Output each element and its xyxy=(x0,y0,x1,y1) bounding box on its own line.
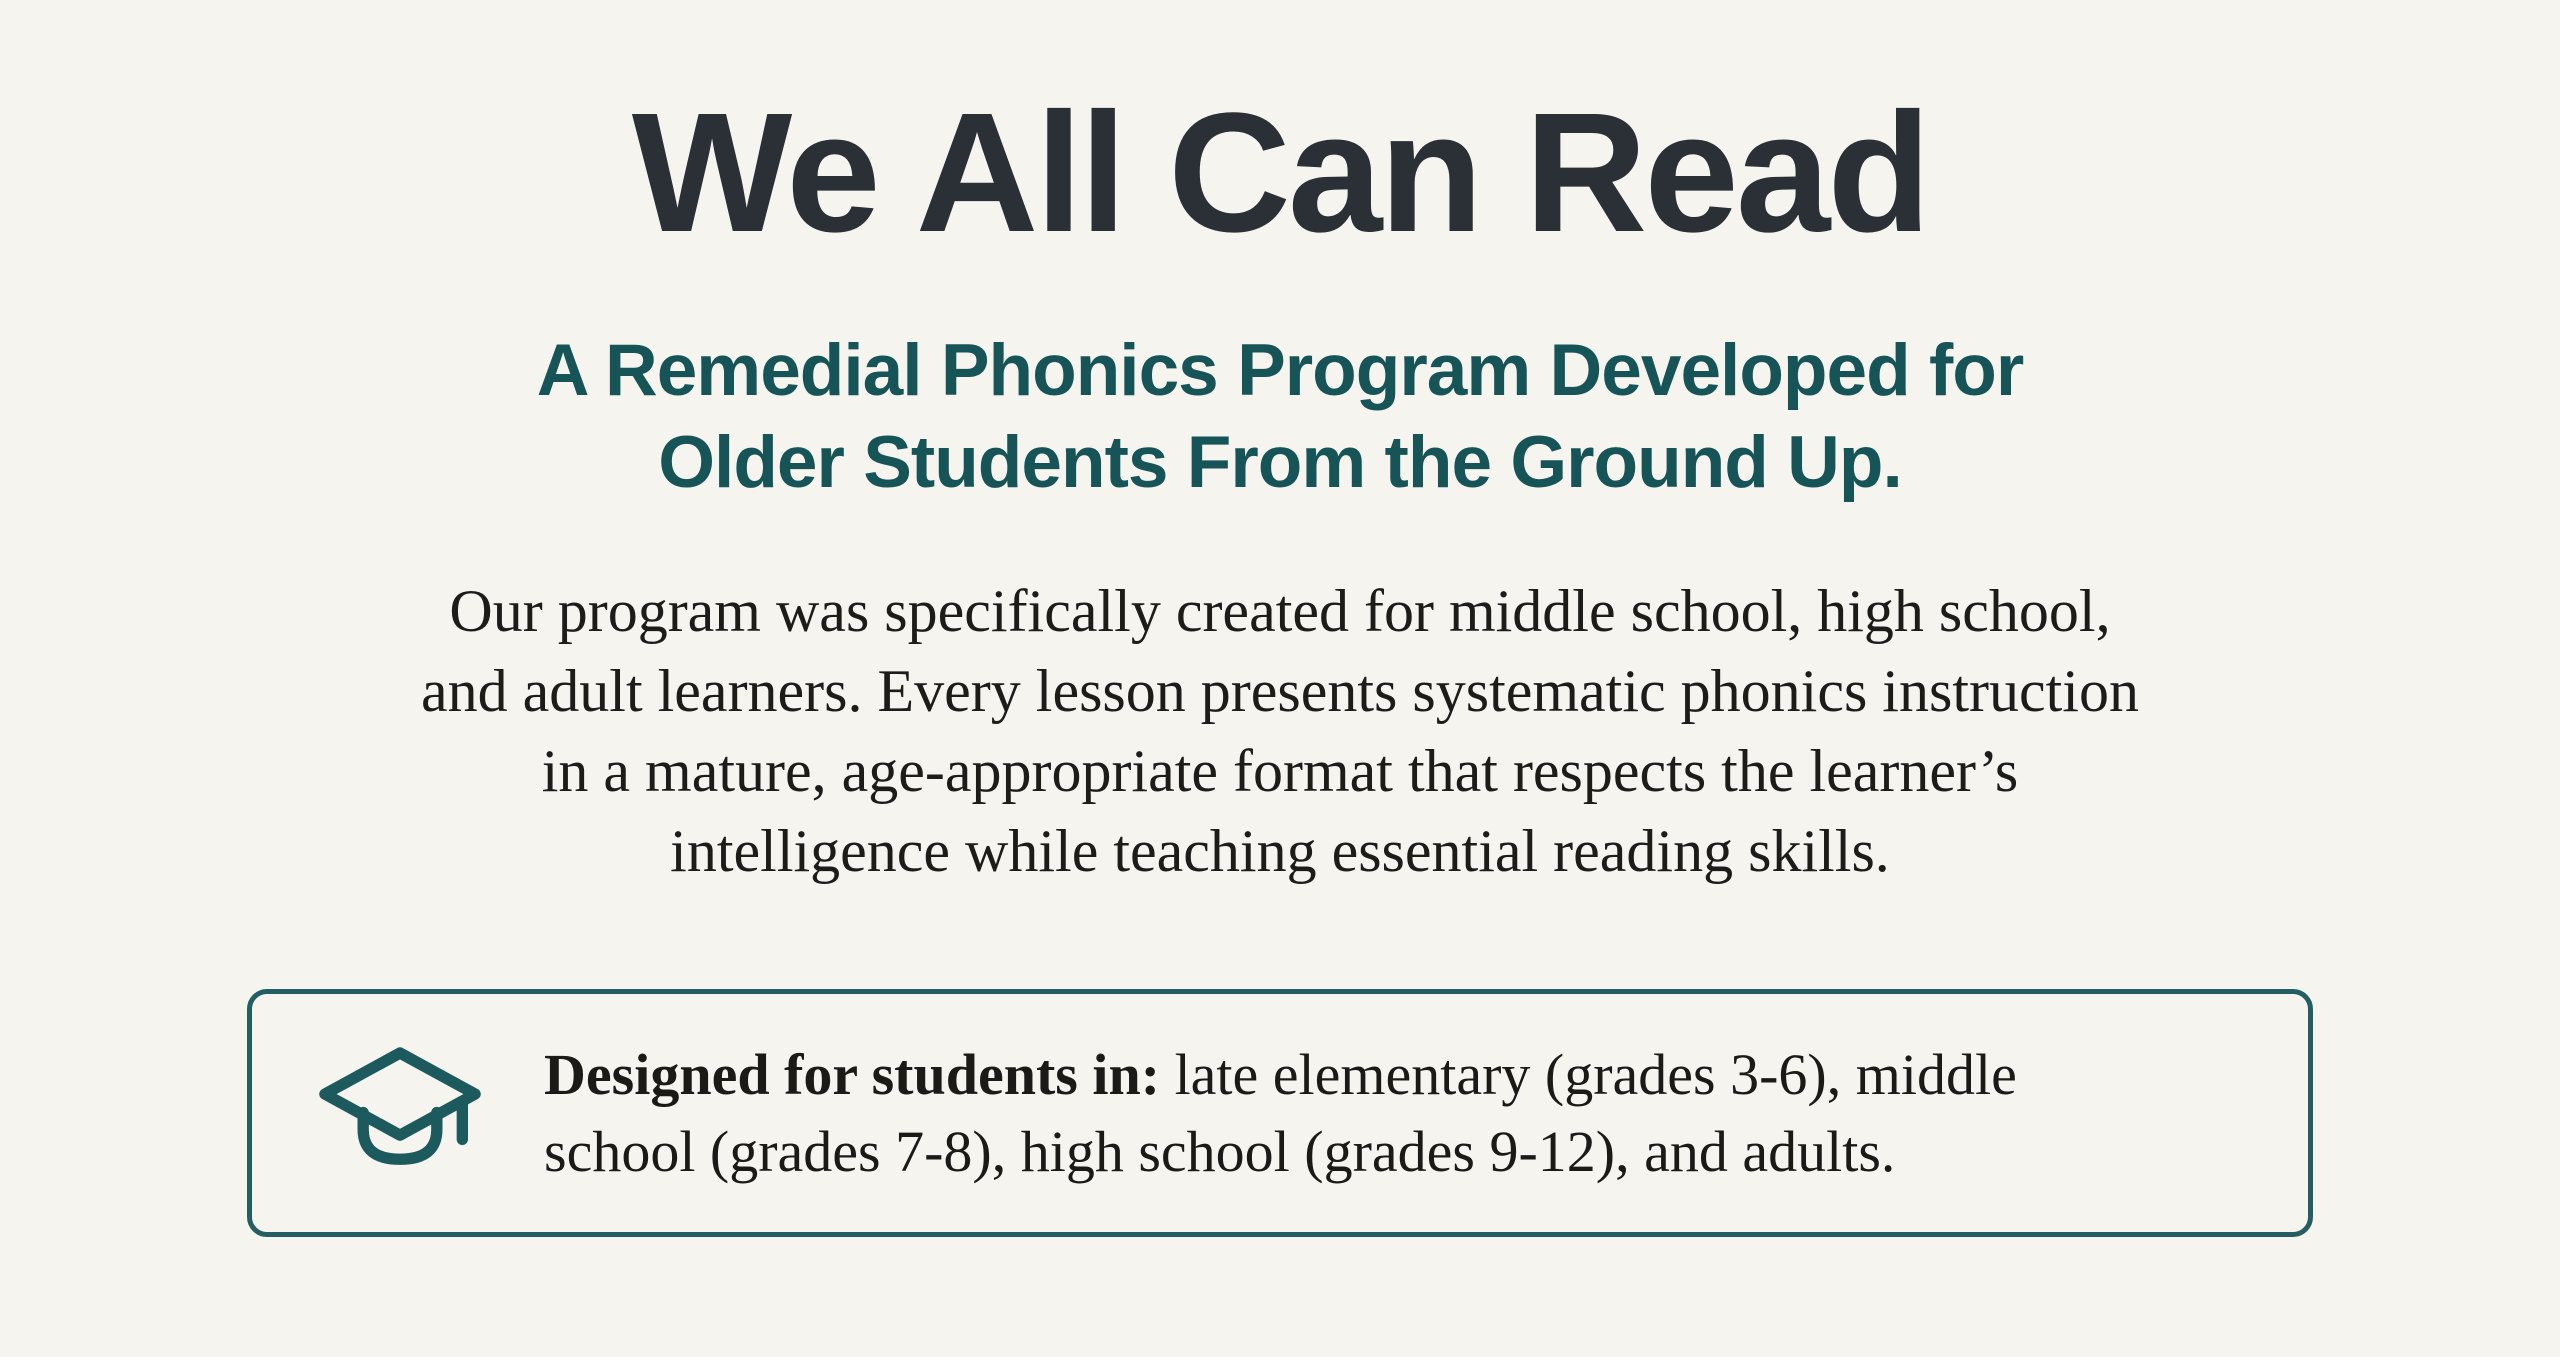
subtitle-line-2: Older Students From the Ground Up. xyxy=(658,421,1902,503)
graduation-cap-icon xyxy=(307,1040,492,1185)
description-line-3: in a mature, age-appropriate format that respects the learner’s xyxy=(541,737,2019,804)
audience-line-1 xyxy=(544,1036,2017,1113)
subtitle xyxy=(537,325,2024,509)
audience-label-bold: Designed for students in: xyxy=(544,1041,1161,1107)
audience-text xyxy=(544,1036,2017,1190)
audience-line-1-rest: late elementary (grades 3-6), middle xyxy=(1160,1041,2017,1107)
page-title: We All Can Read xyxy=(631,78,1929,268)
audience-box xyxy=(247,989,2313,1237)
subtitle-line-1: A Remedial Phonics Program Developed for xyxy=(536,330,2024,411)
description-line-4: intelligence while teaching essential reading skills. xyxy=(670,817,1890,884)
description-line-1: Our program was specifically created for middle school, high school, xyxy=(449,577,2111,644)
description-paragraph xyxy=(421,571,2139,891)
description-line-2: and adult learners. Every lesson presents systematic phonics instruction xyxy=(421,657,2139,724)
audience-line-2: school (grades 7-8), high school (grades 9-12), and adults. xyxy=(544,1118,1896,1184)
